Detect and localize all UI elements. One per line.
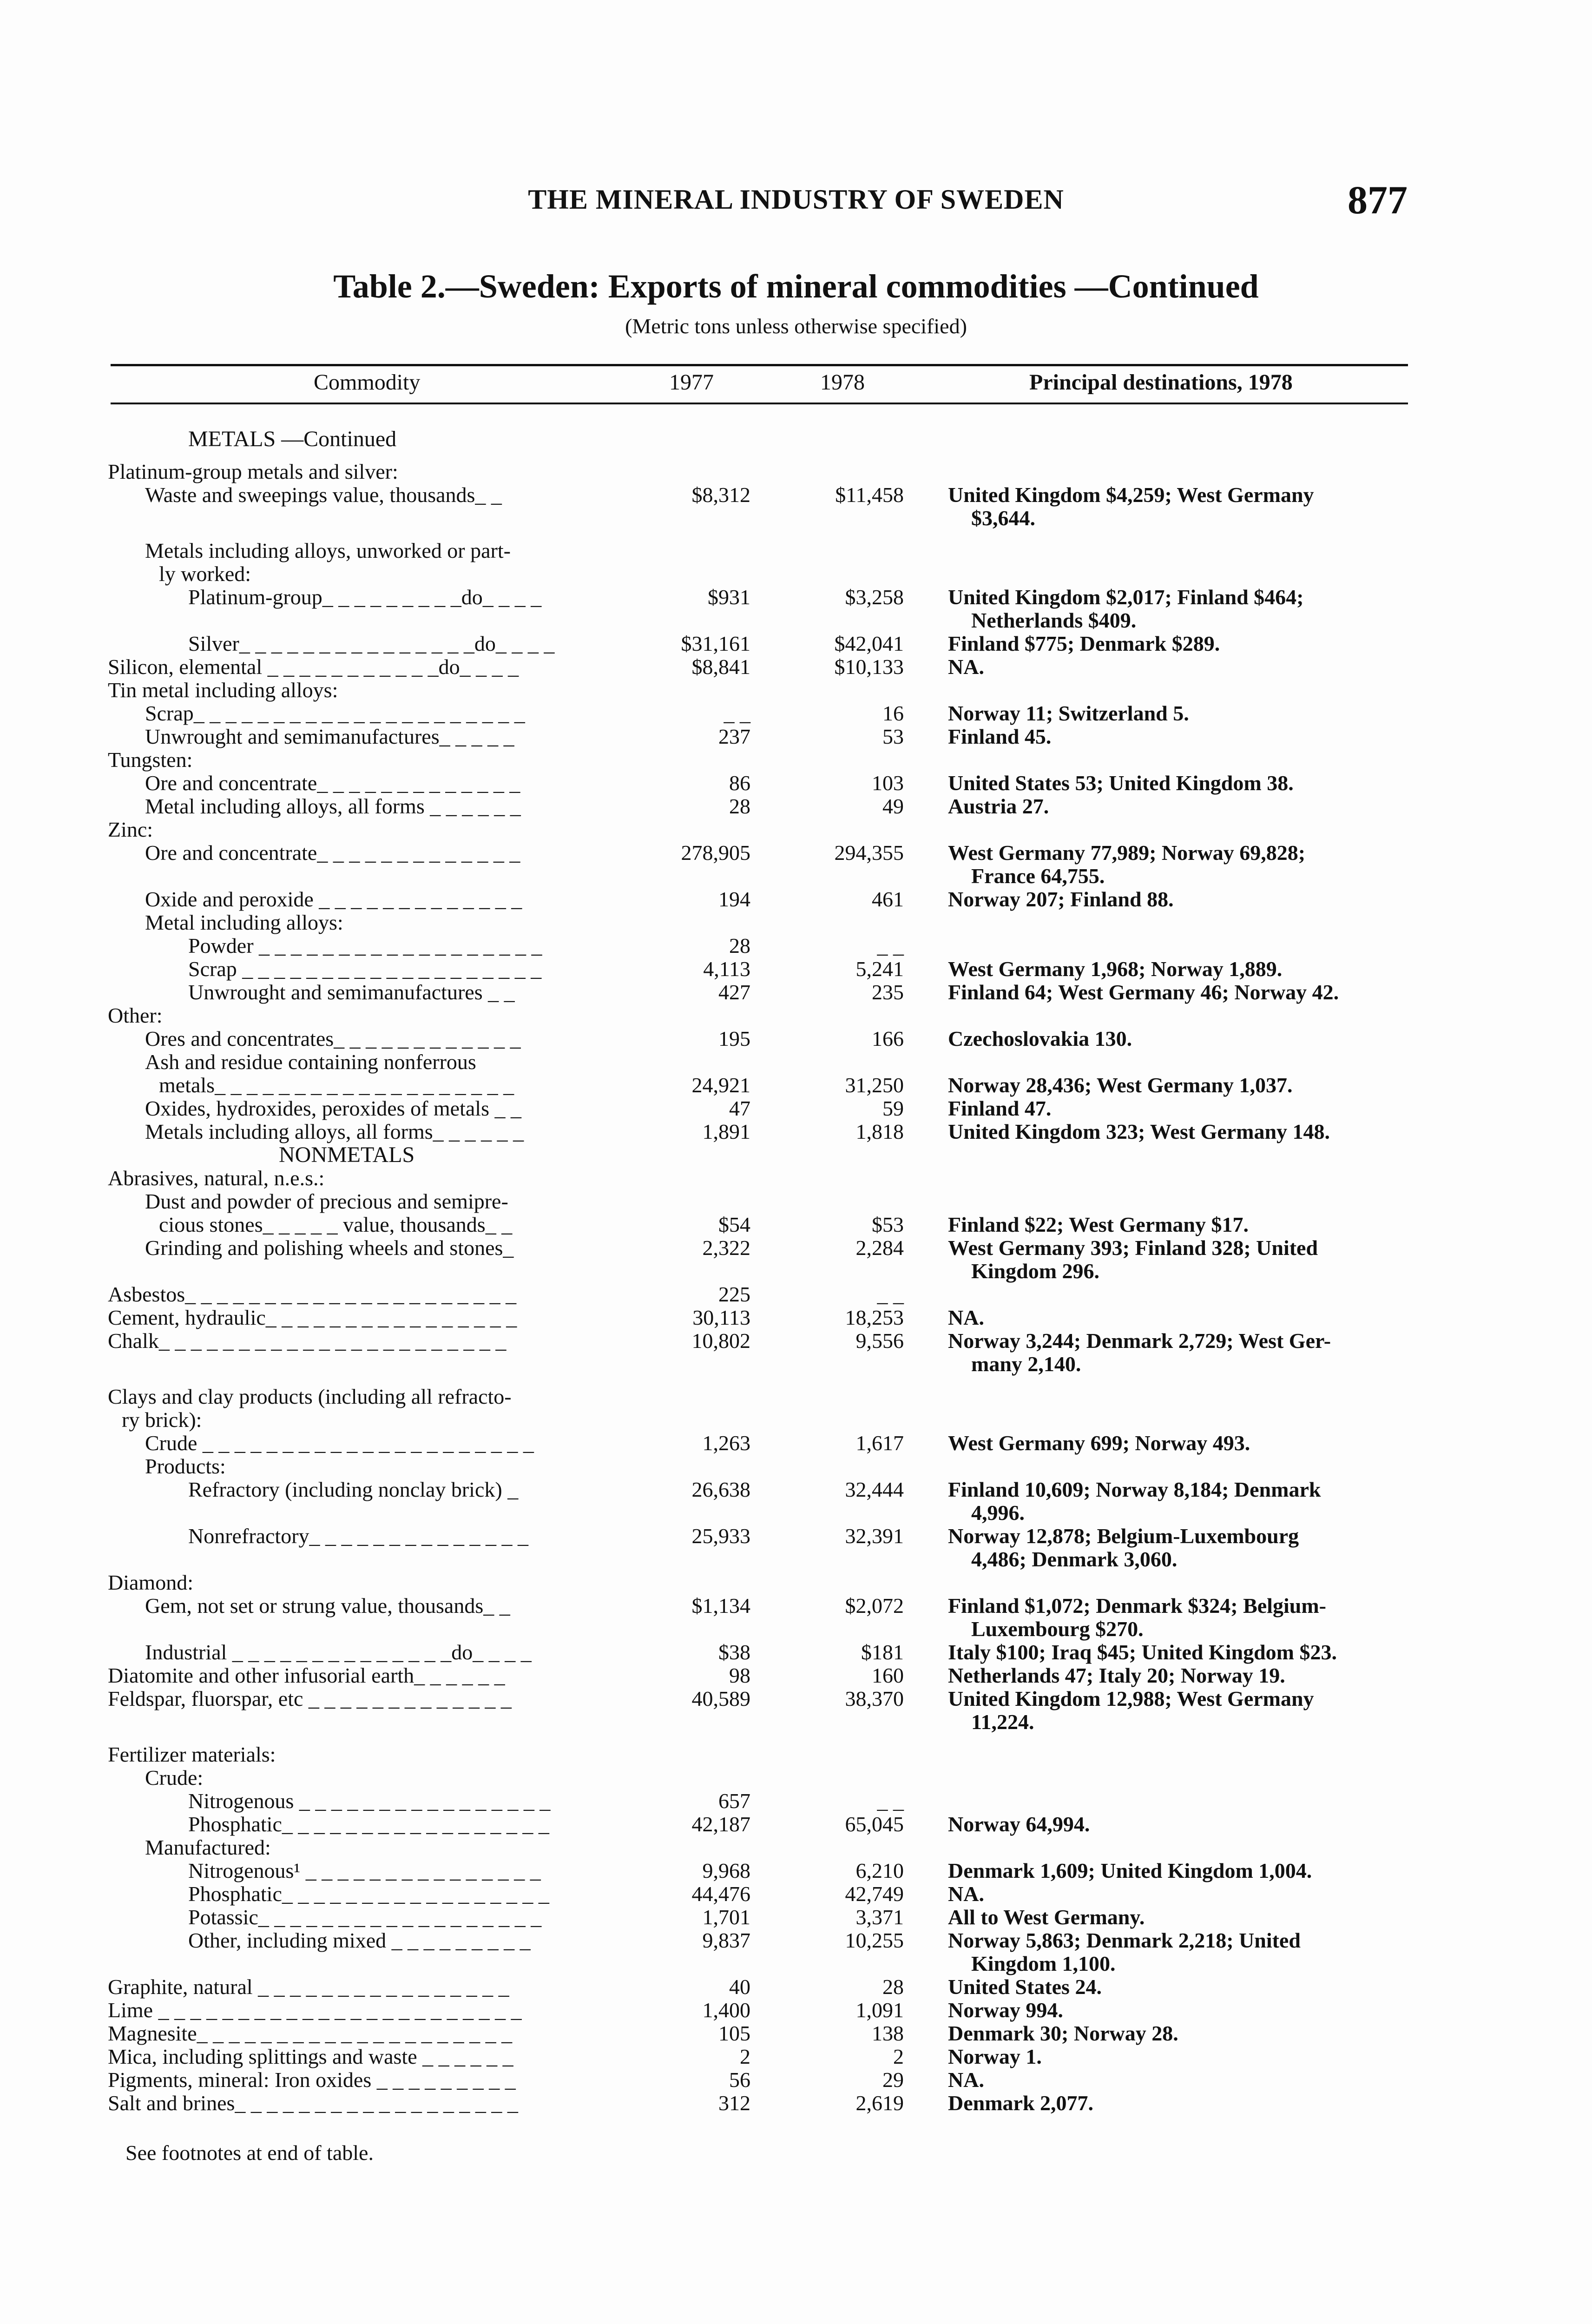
commodity-cell: Grinding and polishing wheels and stones_ (145, 1236, 514, 1260)
value-1978-cell: 32,444 (845, 1478, 904, 1501)
commodity-cell: Potassic_ _ _ _ _ _ _ _ _ _ _ _ _ _ _ _ _ _ (188, 1905, 542, 1929)
value-1977-cell: $54 (718, 1213, 750, 1236)
value-1977-cell: 86 (729, 771, 750, 795)
commodity-cell: Waste and sweepings value, thousands_ _ (145, 483, 502, 507)
value-1977-cell: 427 (718, 980, 750, 1004)
value-1978-cell: 29 (882, 2068, 904, 2092)
commodity-cell: Crude: (145, 1766, 204, 1789)
destination-cell: Netherlands 47; Italy 20; Norway 19. (948, 1664, 1285, 1687)
destination-cell-continued: 11,224. (971, 1710, 1034, 1734)
commodity-cell: Metal including alloys: (145, 911, 343, 934)
commodity-cell: Ore and concentrate_ _ _ _ _ _ _ _ _ _ _ _ _ (145, 841, 520, 865)
destination-cell: United Kingdom $2,017; Finland $464; (948, 585, 1304, 609)
destination-cell: Norway 28,436; West Germany 1,037. (948, 1073, 1293, 1097)
commodity-cell: Asbestos_ _ _ _ _ _ _ _ _ _ _ _ _ _ _ _ _ _ _ _ _ (108, 1282, 517, 1306)
value-1978-cell: 294,355 (834, 841, 904, 865)
value-1978-cell: 16 (882, 701, 904, 725)
destination-cell: NA. (948, 2068, 984, 2092)
destination-cell: Finland 47. (948, 1096, 1052, 1120)
commodity-cell: Industrial _ _ _ _ _ _ _ _ _ _ _ _ _ _do_ _ _ _ (145, 1640, 532, 1664)
value-1978-cell: 18,253 (845, 1306, 904, 1329)
table-title: Table 2.—Sweden: Exports of mineral commodities —Continued (333, 268, 1259, 305)
table-subtitle: (Metric tons unless otherwise specified) (625, 314, 967, 338)
commodity-cell: Silicon, elemental _ _ _ _ _ _ _ _ _ _ _do_ _ _ _ (108, 655, 519, 679)
value-1977-cell: 2,322 (702, 1236, 750, 1260)
commodity-cell: Ore and concentrate_ _ _ _ _ _ _ _ _ _ _ _ _ (145, 771, 520, 795)
destination-cell: Italy $100; Iraq $45; United Kingdom $23. (948, 1640, 1337, 1664)
commodity-cell: Metals including alloys, all forms_ _ _ _ _ _ (145, 1120, 524, 1143)
value-1978-cell: 2 (893, 2045, 904, 2068)
value-1977-cell: 28 (729, 794, 750, 818)
commodity-cell: Silver_ _ _ _ _ _ _ _ _ _ _ _ _ _ _do_ _ _ _ (188, 632, 555, 655)
commodity-cell: Scrap_ _ _ _ _ _ _ _ _ _ _ _ _ _ _ _ _ _ _ _ _ (145, 701, 525, 725)
destination-cell: Finland 64; West Germany 46; Norway 42. (948, 980, 1339, 1004)
page-number: 877 (1348, 178, 1408, 222)
value-1977-cell: 1,701 (702, 1905, 750, 1929)
destination-cell: Norway 994. (948, 1998, 1063, 2022)
column-header-destinations: Principal destinations, 1978 (1029, 370, 1293, 395)
destination-cell: Norway 5,863; Denmark 2,218; United (948, 1928, 1301, 1952)
value-1978-cell: 9,556 (855, 1329, 904, 1353)
commodity-cell: Nitrogenous¹ _ _ _ _ _ _ _ _ _ _ _ _ _ _ _ (188, 1859, 541, 1882)
destination-cell: Norway 1. (948, 2045, 1042, 2068)
commodity-cell: Oxide and peroxide _ _ _ _ _ _ _ _ _ _ _ _ _ (145, 887, 522, 911)
destination-cell-continued: Kingdom 296. (971, 1259, 1100, 1283)
destination-cell: West Germany 699; Norway 493. (948, 1431, 1250, 1455)
destination-cell: West Germany 77,989; Norway 69,828; (948, 841, 1306, 865)
section-heading: METALS —Continued (188, 427, 397, 451)
destination-cell: NA. (948, 1882, 984, 1906)
value-1977-cell: 10,802 (691, 1329, 750, 1353)
commodity-cell: Tin metal including alloys: (108, 678, 338, 702)
commodity-cell: Cement, hydraulic_ _ _ _ _ _ _ _ _ _ _ _ _ _ _ _ (108, 1306, 517, 1329)
value-1977-cell: $8,841 (691, 655, 750, 679)
column-header-1978: 1978 (820, 370, 865, 395)
value-1978-cell: $181 (861, 1640, 904, 1664)
destination-cell: Finland $22; West Germany $17. (948, 1213, 1249, 1236)
commodity-cell: Diatomite and other infusorial earth_ _ _ _ _ _ (108, 1664, 505, 1687)
column-header-commodity: Commodity (314, 370, 421, 395)
value-1978-cell: 5,241 (855, 957, 904, 981)
destination-cell: West Germany 393; Finland 328; United (948, 1236, 1318, 1260)
value-1978-cell: 1,818 (855, 1120, 904, 1143)
value-1978-cell: 103 (872, 771, 904, 795)
value-1978-cell: 28 (882, 1975, 904, 1999)
destination-cell-continued: $3,644. (971, 506, 1035, 530)
value-1977-cell: 42,187 (691, 1812, 750, 1836)
commodity-cell: Scrap _ _ _ _ _ _ _ _ _ _ _ _ _ _ _ _ _ _ _ (188, 957, 542, 981)
value-1978-cell: $53 (872, 1213, 904, 1236)
value-1977-cell: 1,263 (702, 1431, 750, 1455)
value-1977-cell: 25,933 (691, 1524, 750, 1548)
value-1977-cell: 278,905 (681, 841, 750, 865)
commodity-cell: Salt and brines_ _ _ _ _ _ _ _ _ _ _ _ _ _ _ _ _ _ (108, 2091, 518, 2115)
value-1978-cell: $42,041 (834, 632, 904, 655)
value-1978-cell: 235 (872, 980, 904, 1004)
value-1977-cell: 28 (729, 934, 750, 957)
value-1977-cell: 657 (718, 1789, 750, 1813)
destination-cell: Norway 207; Finland 88. (948, 887, 1174, 911)
destination-cell: Norway 64,994. (948, 1812, 1090, 1836)
value-1978-cell: 38,370 (845, 1687, 904, 1710)
commodity-cell: Metals including alloys, unworked or part- (145, 539, 511, 562)
value-1977-cell: 26,638 (691, 1478, 750, 1501)
value-1977-cell: 40,589 (691, 1687, 750, 1710)
value-1978-cell: _ _ (877, 934, 904, 957)
commodity-cell: Zinc: (108, 818, 153, 841)
commodity-cell-continued: ly worked: (159, 562, 251, 586)
value-1977-cell: 194 (718, 887, 750, 911)
value-1978-cell: 31,250 (845, 1073, 904, 1097)
running-head: THE MINERAL INDUSTRY OF SWEDEN (528, 184, 1064, 215)
value-1977-cell: $8,312 (691, 483, 750, 507)
value-1978-cell: $2,072 (845, 1594, 904, 1618)
value-1978-cell: 32,391 (845, 1524, 904, 1548)
commodity-cell: Other, including mixed _ _ _ _ _ _ _ _ _ (188, 1928, 531, 1952)
value-1977-cell: 2 (740, 2045, 750, 2068)
destination-cell: Finland 45. (948, 725, 1052, 748)
destination-cell-continued: 4,486; Denmark 3,060. (971, 1547, 1178, 1571)
value-1978-cell: 2,619 (855, 2091, 904, 2115)
value-1977-cell: 47 (729, 1096, 750, 1120)
value-1978-cell: _ _ (877, 1789, 904, 1813)
destination-cell: United States 53; United Kingdom 38. (948, 771, 1294, 795)
value-1977-cell: $31,161 (681, 632, 750, 655)
commodity-cell: Manufactured: (145, 1835, 271, 1859)
commodity-cell: Tungsten: (108, 748, 193, 772)
destination-cell: Norway 11; Switzerland 5. (948, 701, 1189, 725)
value-1977-cell: 225 (718, 1282, 750, 1306)
destination-cell: Austria 27. (948, 794, 1049, 818)
destination-cell: Denmark 30; Norway 28. (948, 2021, 1178, 2045)
destination-cell: Finland 10,609; Norway 8,184; Denmark (948, 1478, 1321, 1501)
destination-cell-continued: France 64,755. (971, 864, 1105, 888)
value-1977-cell: 195 (718, 1027, 750, 1050)
value-1977-cell: $1,134 (691, 1594, 750, 1618)
commodity-cell: Dust and powder of precious and semipre- (145, 1189, 508, 1213)
destination-cell: Denmark 2,077. (948, 2091, 1094, 2115)
commodity-cell: Graphite, natural _ _ _ _ _ _ _ _ _ _ _ _ _ _ _ _ (108, 1975, 509, 1999)
commodity-cell: Abrasives, natural, n.e.s.: (108, 1166, 325, 1190)
commodity-cell: Diamond: (108, 1571, 193, 1594)
commodity-cell: Crude _ _ _ _ _ _ _ _ _ _ _ _ _ _ _ _ _ _ _ _ _ (145, 1431, 534, 1455)
value-1978-cell: 3,371 (855, 1905, 904, 1929)
destination-cell: United Kingdom 12,988; West Germany (948, 1687, 1314, 1710)
value-1977-cell: 1,891 (702, 1120, 750, 1143)
destination-cell: United Kingdom $4,259; West Germany (948, 483, 1314, 507)
commodity-cell: Magnesite_ _ _ _ _ _ _ _ _ _ _ _ _ _ _ _ _ _ _ _ (108, 2021, 513, 2045)
commodity-cell: Ores and concentrates_ _ _ _ _ _ _ _ _ _ _ _ (145, 1027, 521, 1050)
value-1977-cell: _ _ (724, 701, 750, 725)
destination-cell: West Germany 1,968; Norway 1,889. (948, 957, 1283, 981)
commodity-cell: Lime _ _ _ _ _ _ _ _ _ _ _ _ _ _ _ _ _ _ _ _ _ _ _ (108, 1998, 522, 2022)
value-1978-cell: 10,255 (845, 1928, 904, 1952)
destination-cell: Norway 3,244; Denmark 2,729; West Ger- (948, 1329, 1331, 1353)
value-1977-cell: $38 (718, 1640, 750, 1664)
value-1977-cell: 4,113 (703, 957, 750, 981)
column-header-1977: 1977 (669, 370, 714, 395)
commodity-cell: Products: (145, 1454, 226, 1478)
commodity-cell-continued: ry brick): (122, 1408, 202, 1432)
value-1978-cell: _ _ (877, 1282, 904, 1306)
commodity-cell: Feldspar, fluorspar, etc _ _ _ _ _ _ _ _ _ _ _ _ _ (108, 1687, 512, 1710)
value-1978-cell: 1,617 (855, 1431, 904, 1455)
value-1977-cell: 105 (718, 2021, 750, 2045)
destination-cell: Denmark 1,609; United Kingdom 1,004. (948, 1859, 1312, 1882)
commodity-cell: Refractory (including nonclay brick) _ (188, 1478, 519, 1501)
commodity-cell: Phosphatic_ _ _ _ _ _ _ _ _ _ _ _ _ _ _ _ _ (188, 1882, 549, 1906)
value-1977-cell: 30,113 (692, 1306, 750, 1329)
destination-cell: Finland $775; Denmark $289. (948, 632, 1220, 655)
value-1977-cell: $931 (708, 585, 750, 609)
destination-cell-continued: Luxembourg $270. (971, 1617, 1144, 1641)
value-1977-cell: 237 (718, 725, 750, 748)
commodity-cell: Metal including alloys, all forms _ _ _ _ _ _ (145, 794, 521, 818)
value-1978-cell: 6,210 (855, 1859, 904, 1882)
value-1978-cell: 49 (882, 794, 904, 818)
value-1978-cell: 2,284 (855, 1236, 904, 1260)
destination-cell: All to West Germany. (948, 1905, 1145, 1929)
destination-cell: Norway 12,878; Belgium-Luxembourg (948, 1524, 1299, 1548)
value-1978-cell: 160 (872, 1664, 904, 1687)
commodity-cell: Clays and clay products (including all refracto- (108, 1385, 512, 1408)
value-1978-cell: 53 (882, 725, 904, 748)
destination-cell: United States 24. (948, 1975, 1102, 1999)
value-1977-cell: 1,400 (702, 1998, 750, 2022)
value-1977-cell: 312 (718, 2091, 750, 2115)
value-1978-cell: $10,133 (834, 655, 904, 679)
commodity-cell: Oxides, hydroxides, peroxides of metals _ _ (145, 1096, 521, 1120)
value-1978-cell: $3,258 (845, 585, 904, 609)
destination-cell-continued: Kingdom 1,100. (971, 1952, 1116, 1975)
section-heading: NONMETALS (279, 1142, 415, 1167)
destination-cell-continued: 4,996. (971, 1501, 1025, 1525)
value-1977-cell: 56 (729, 2068, 750, 2092)
destination-cell: NA. (948, 1306, 984, 1329)
destination-cell: Czechoslovakia 130. (948, 1027, 1132, 1050)
commodity-cell: Nonrefractory_ _ _ _ _ _ _ _ _ _ _ _ _ _ (188, 1524, 529, 1548)
destination-cell: United Kingdom 323; West Germany 148. (948, 1120, 1330, 1143)
value-1978-cell: 166 (872, 1027, 904, 1050)
value-1977-cell: 9,968 (702, 1859, 750, 1882)
value-1977-cell: 98 (729, 1664, 750, 1687)
value-1977-cell: 44,476 (691, 1882, 750, 1906)
value-1977-cell: 9,837 (702, 1928, 750, 1952)
value-1978-cell: 461 (872, 887, 904, 911)
commodity-cell: Ash and residue containing nonferrous (145, 1050, 476, 1074)
value-1978-cell: 59 (882, 1096, 904, 1120)
commodity-cell: Mica, including splittings and waste _ _ _ _ _ _ (108, 2045, 513, 2068)
value-1978-cell: 138 (872, 2021, 904, 2045)
destination-cell-continued: Netherlands $409. (971, 608, 1137, 632)
commodity-cell: Pigments, mineral: Iron oxides _ _ _ _ _ _ _ _ _ (108, 2068, 516, 2092)
destination-cell-continued: many 2,140. (971, 1352, 1081, 1376)
commodity-cell-continued: metals_ _ _ _ _ _ _ _ _ _ _ _ _ _ _ _ _ _ _ (159, 1073, 514, 1097)
commodity-cell: Gem, not set or strung value, thousands_ _ (145, 1594, 510, 1618)
value-1978-cell: $11,458 (835, 483, 904, 507)
commodity-cell: Fertilizer materials: (108, 1743, 276, 1766)
value-1978-cell: 42,749 (845, 1882, 904, 1906)
table-footnote: See footnotes at end of table. (125, 2141, 374, 2165)
commodity-cell: Unwrought and semimanufactures _ _ (188, 980, 515, 1004)
commodity-cell-continued: cious stones_ _ _ _ _ value, thousands_ _ (159, 1213, 513, 1236)
destination-cell: NA. (948, 655, 984, 679)
commodity-cell: Unwrought and semimanufactures_ _ _ _ _ (145, 725, 514, 748)
commodity-cell: Chalk_ _ _ _ _ _ _ _ _ _ _ _ _ _ _ _ _ _ _ _ _ _ (108, 1329, 507, 1353)
commodity-cell: Other: (108, 1004, 163, 1027)
commodity-cell: Nitrogenous _ _ _ _ _ _ _ _ _ _ _ _ _ _ _ _ (188, 1789, 551, 1813)
destination-cell: Finland $1,072; Denmark $324; Belgium- (948, 1594, 1326, 1618)
commodity-cell: Platinum-group_ _ _ _ _ _ _ _ _do_ _ _ _ (188, 585, 542, 609)
commodity-cell: Platinum-group metals and silver: (108, 460, 398, 483)
value-1977-cell: 24,921 (691, 1073, 750, 1097)
commodity-cell: Powder _ _ _ _ _ _ _ _ _ _ _ _ _ _ _ _ _ _ (188, 934, 542, 957)
value-1977-cell: 40 (729, 1975, 750, 1999)
value-1978-cell: 1,091 (855, 1998, 904, 2022)
value-1978-cell: 65,045 (845, 1812, 904, 1836)
commodity-cell: Phosphatic_ _ _ _ _ _ _ _ _ _ _ _ _ _ _ _ _ (188, 1812, 549, 1836)
